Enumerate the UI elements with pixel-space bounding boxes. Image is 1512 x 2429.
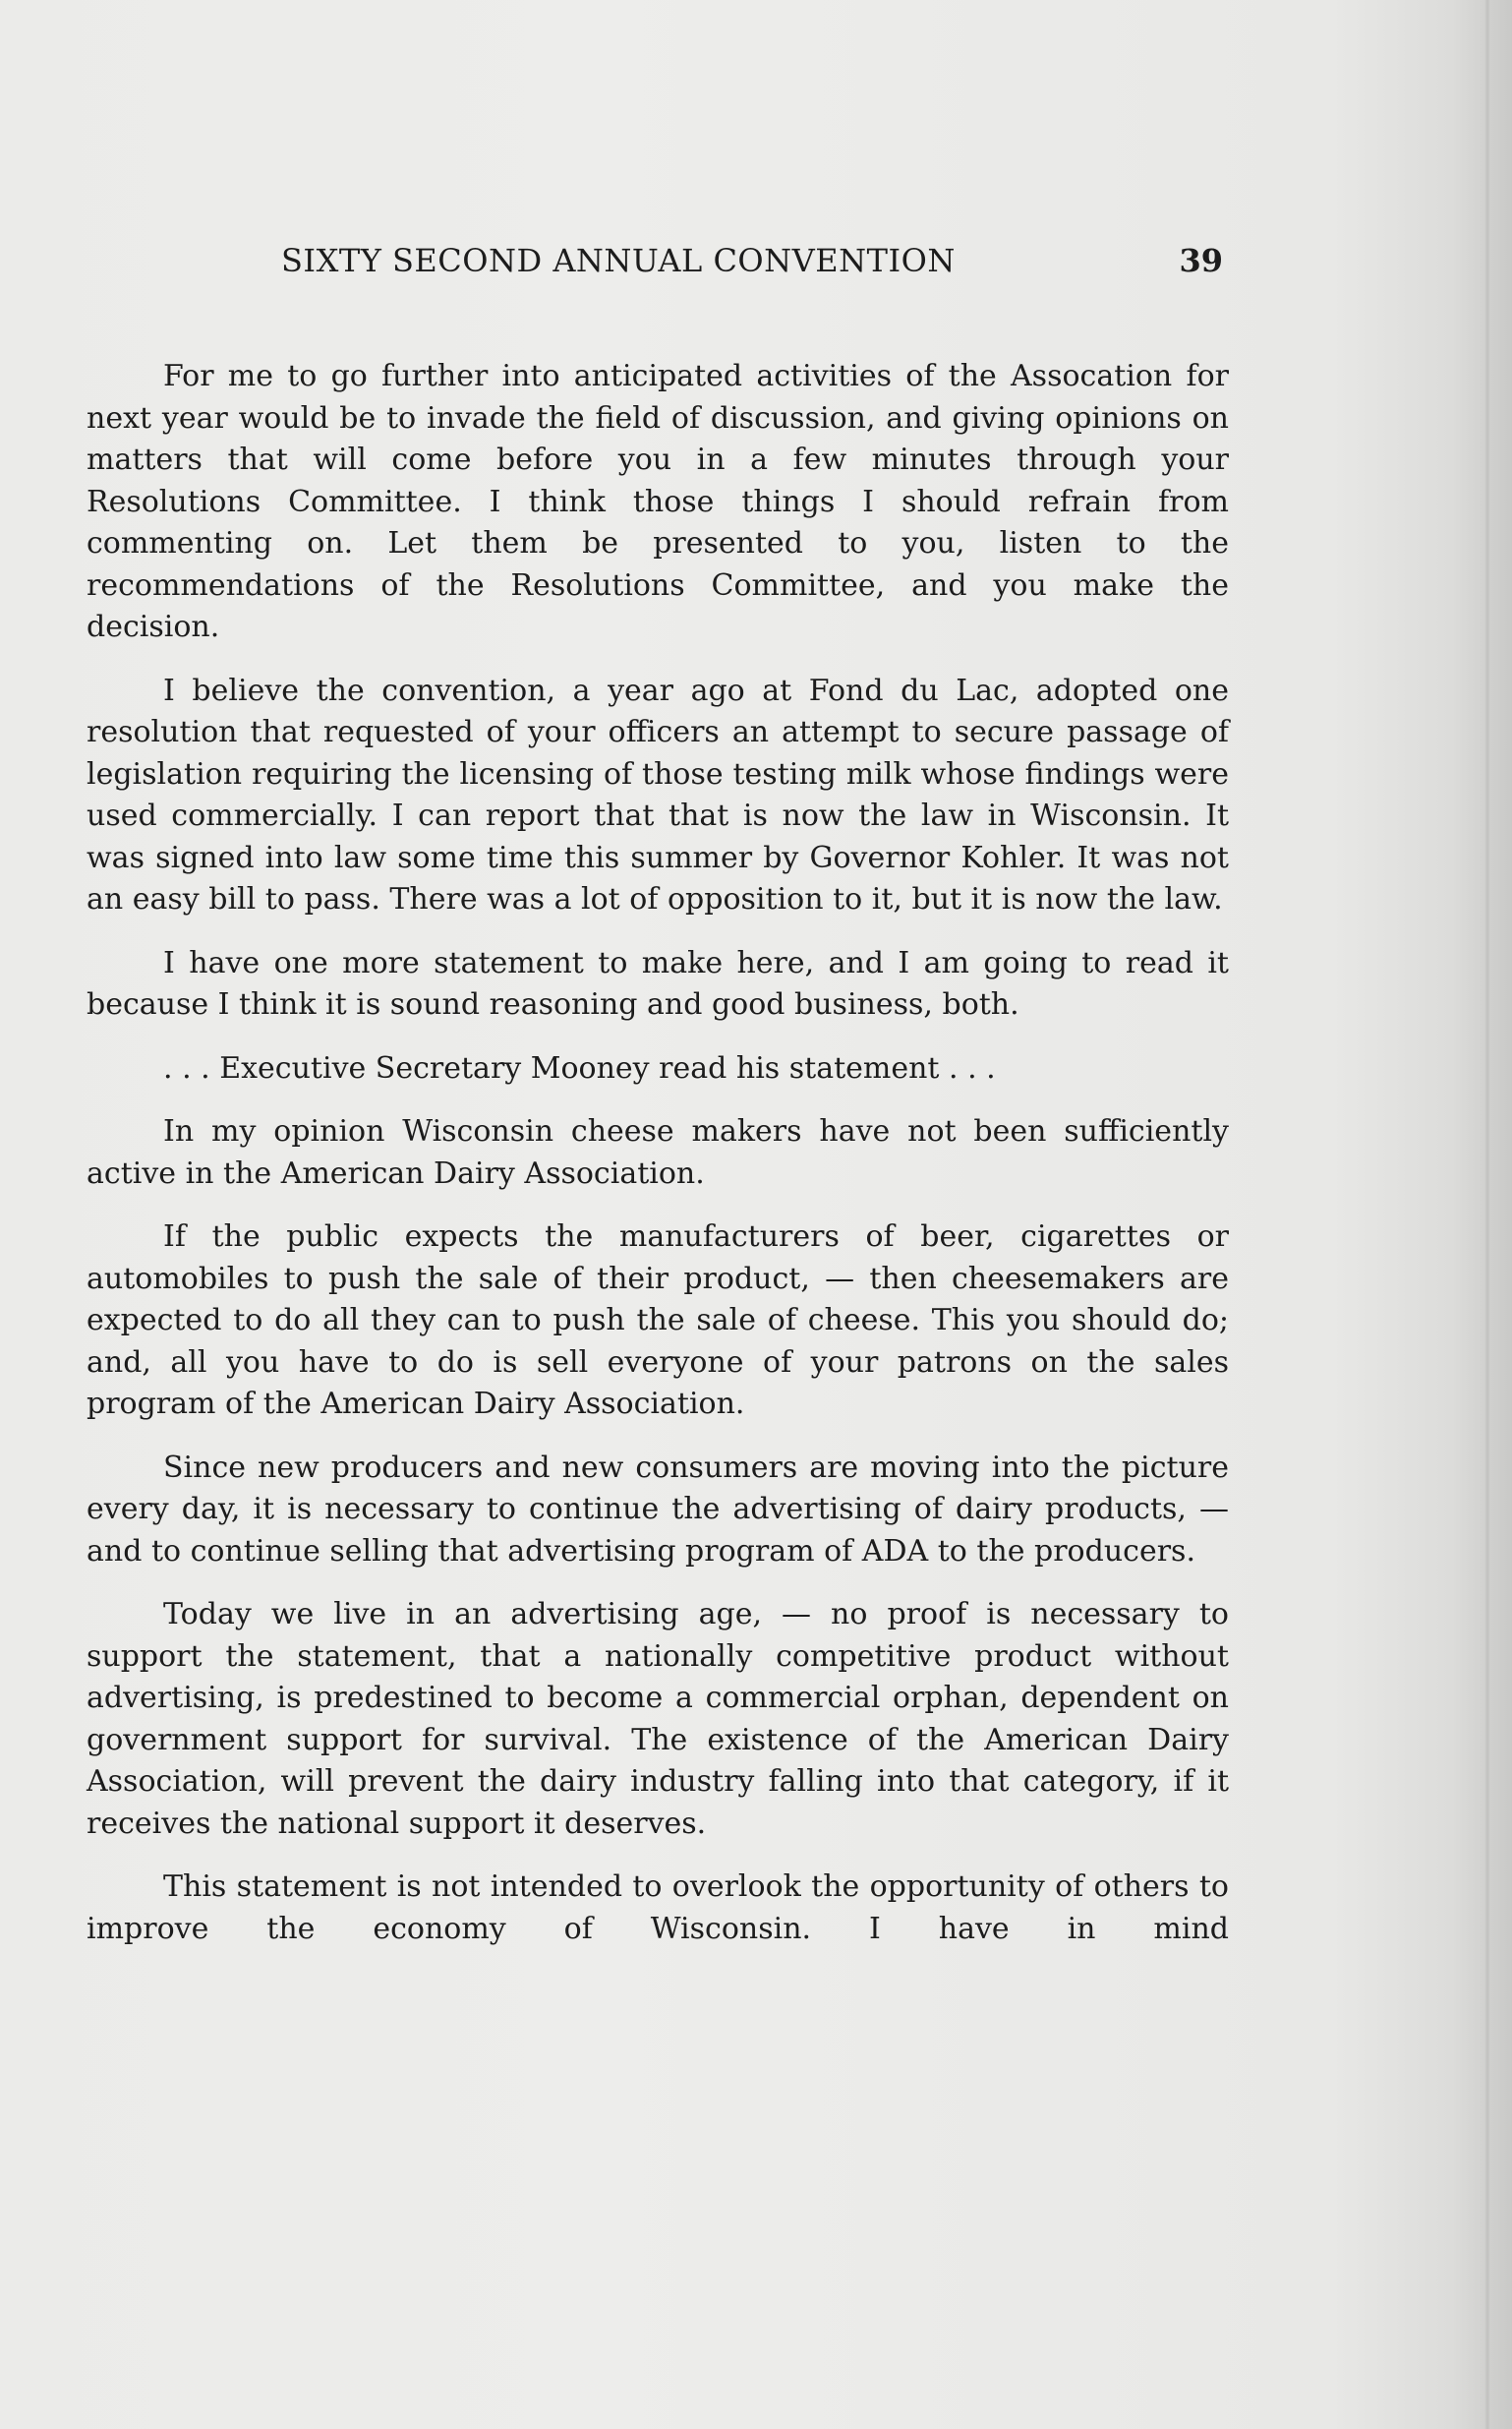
paragraph: If the public expects the manufacturers of beer, cigarettes or automobiles to push the sale of their product, — then cheesemakers are expected to do all they can to push the sale of cheese. This you should do; and, all you have to do is sell everyone of your patrons on the sales program of the American Dairy Association.	[87, 1219, 1229, 1421]
body-text	[87, 356, 1229, 1972]
page-edge-shadow	[1484, 0, 1490, 2429]
paragraph: I have one more statement to make here, and I am going to read it because I think it is sound reasoning and good business, both.	[87, 945, 1229, 1022]
page-number: 39	[1179, 242, 1223, 279]
paragraph: For me to go further into anticipated activities of the Assocation for next year would be to invade the field of discussion, and giving opinions on matters that will come before you in a few minutes through your Resolutions Committee. I think those things I should refrain from commenting on. Let them be presented to you, listen to the recommendations of the Resolutions Committee, and you make the decision.	[87, 359, 1229, 644]
stage-note: . . . Executive Secretary Mooney read his statement . . .	[163, 1050, 996, 1086]
paragraph: Today we live in an advertising age, — no proof is necessary to support the statement, that a nationally competitive product without advertising, is predestined to become a commercial orphan, dependent on government support for survival. The existence of the American Dairy Association, will prevent the dairy industry falling into that category, if it receives the national support it deserves.	[87, 1597, 1229, 1841]
paragraph: I believe the convention, a year ago at Fond du Lac, adopted one resolution that requested of your officers an attempt to secure passage of legislation requiring the licensing of those testing milk whose findings were used commercially. I can report that that is now the law in Wisconsin. It was signed into law some time this summer by Governor Kohler. It was not an easy bill to pass. There was a lot of opposition to it, but it is now the law.	[87, 673, 1229, 917]
paragraph: In my opinion Wisconsin cheese makers have not been sufficiently active in the American Dairy Association.	[87, 1114, 1229, 1191]
page-header	[281, 242, 1223, 289]
paragraph: Since new producers and new consumers are moving into the picture every day, it is necessary to continue the advertising of dairy products, — and to continue selling that advertising program of ADA to the producers.	[87, 1450, 1229, 1569]
paragraph: This statement is not intended to overlook the opportunity of others to improve the economy of Wisconsin. I have in mind	[87, 1869, 1229, 1946]
running-title: SIXTY SECOND ANNUAL CONVENTION	[281, 242, 956, 279]
